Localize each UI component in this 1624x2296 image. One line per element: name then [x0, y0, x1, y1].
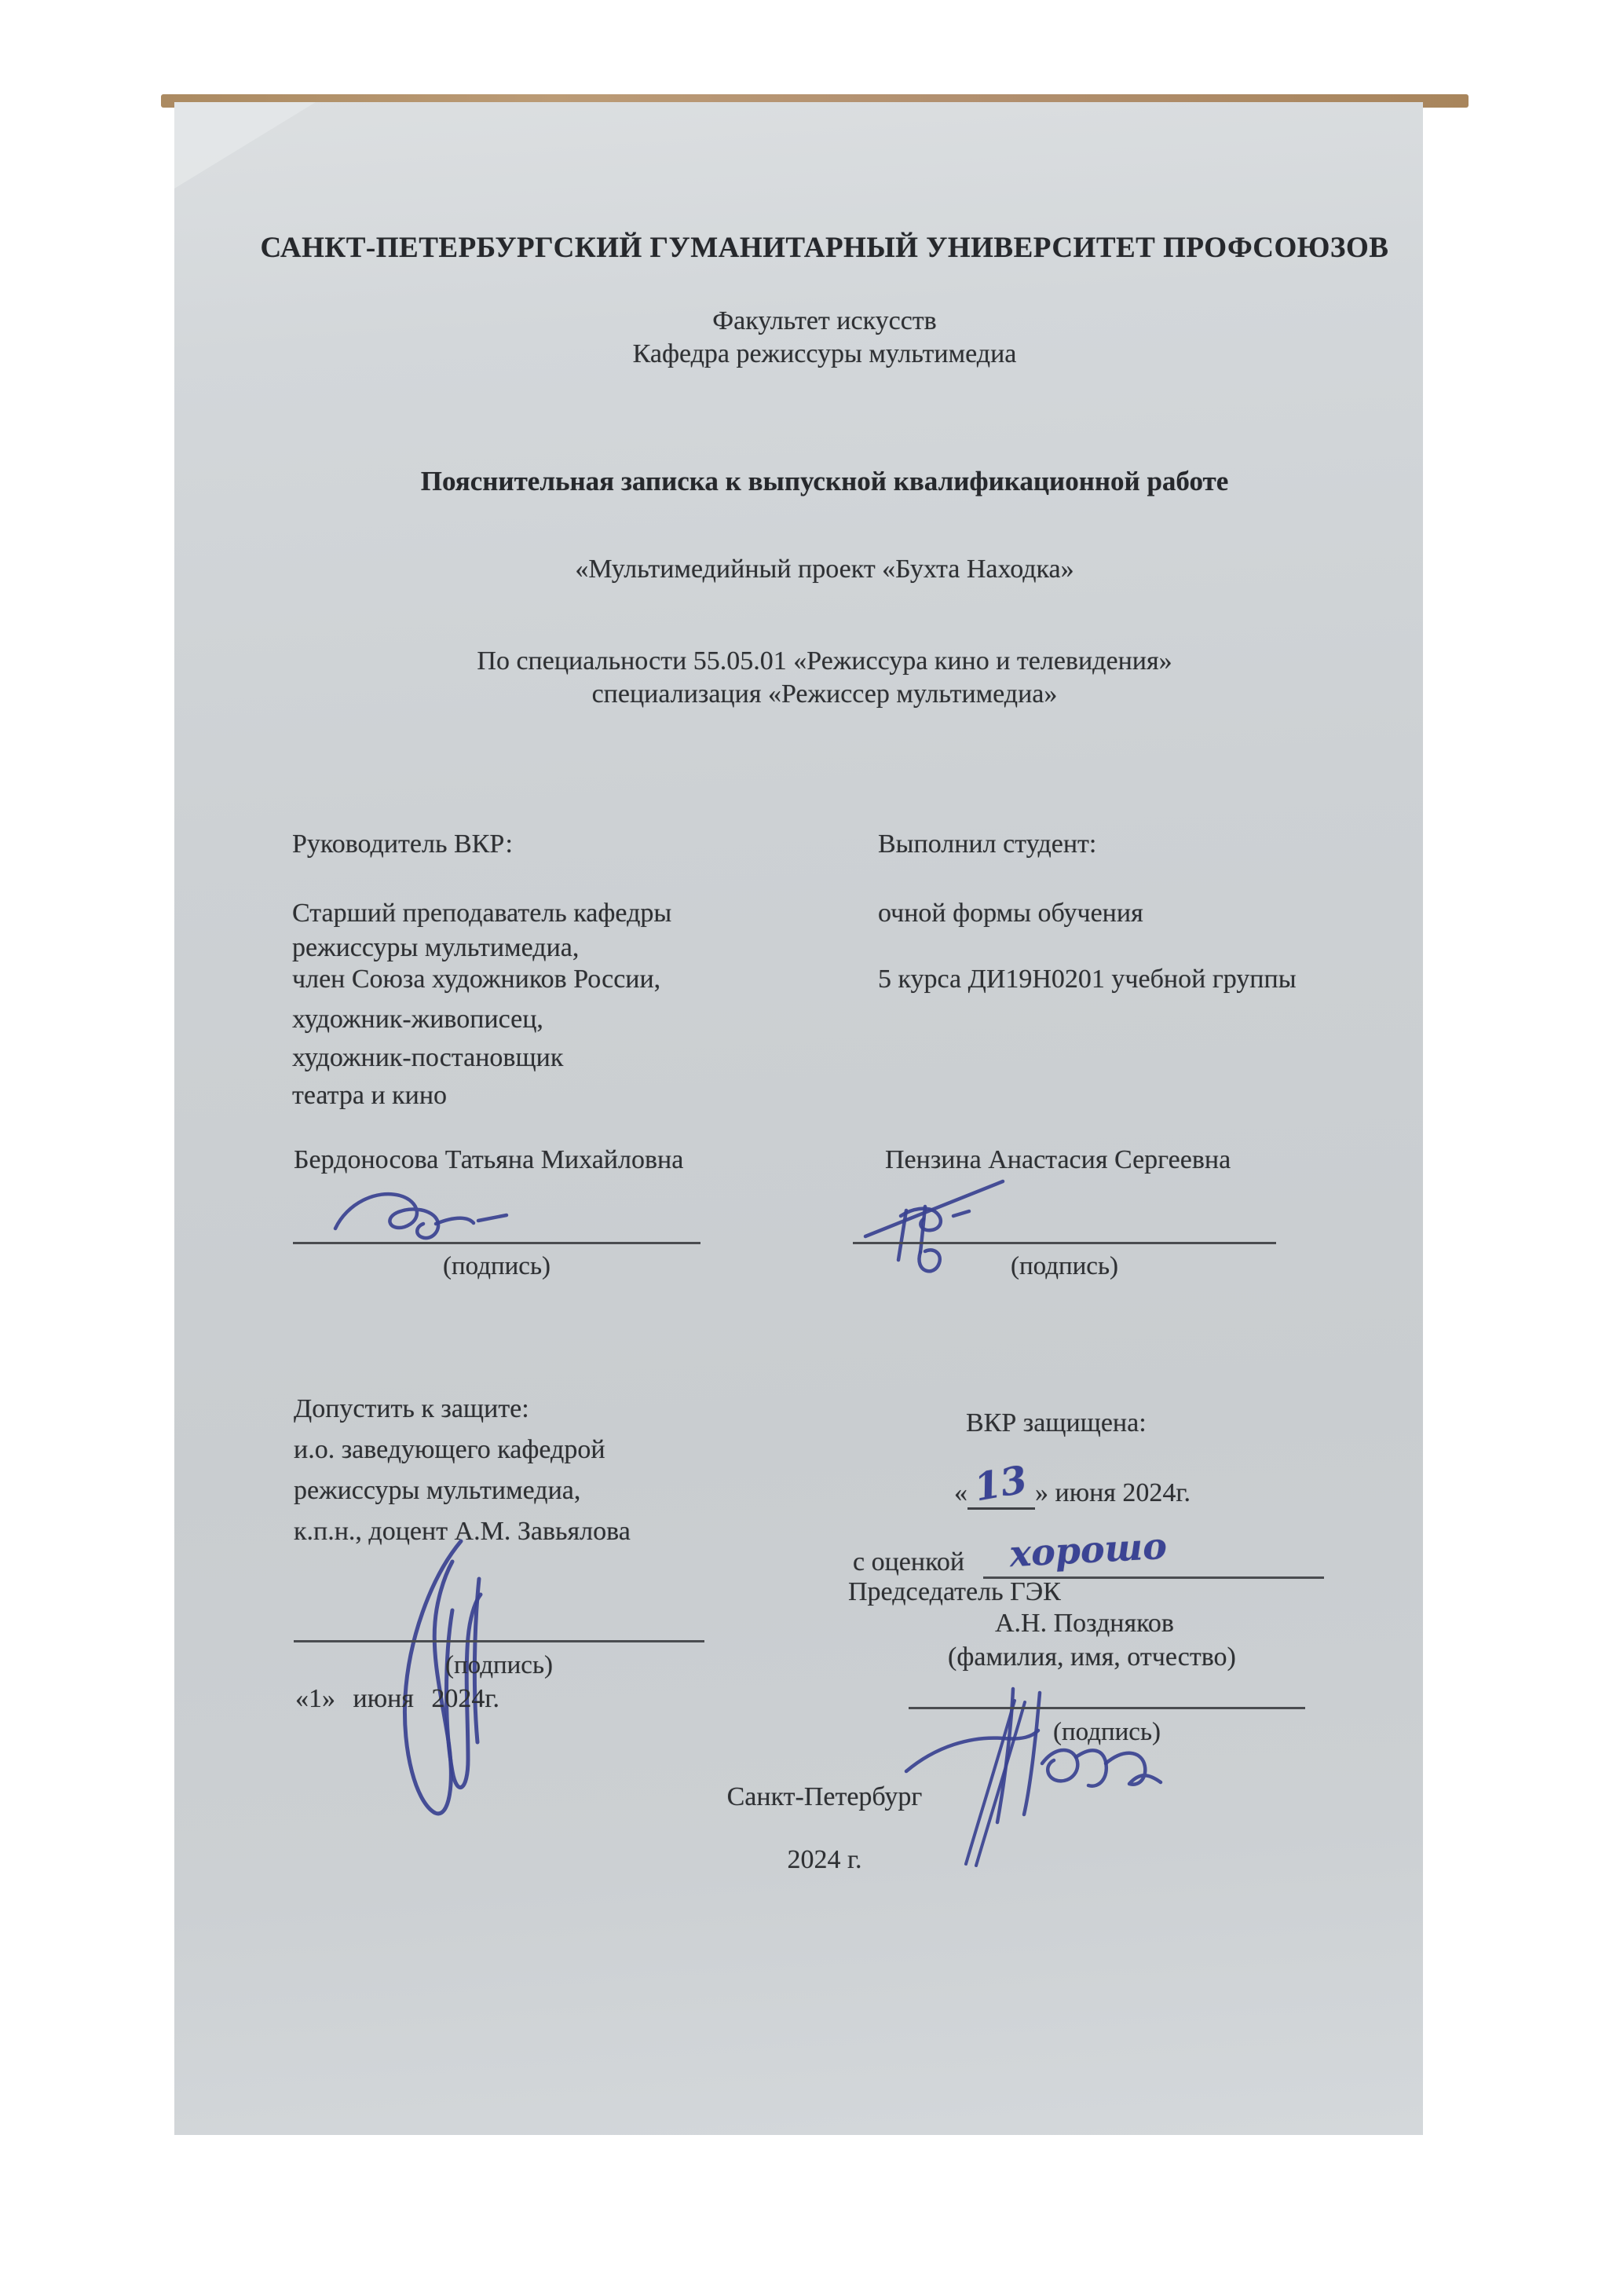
defense-date-rest: » июня 2024г. [1035, 1478, 1191, 1507]
chairman-signature-caption: (подпись) [1053, 1718, 1161, 1746]
admission-signature-line [294, 1640, 704, 1642]
admission-line: Допустить к защите: [294, 1394, 529, 1423]
grade-label: с оценкой [853, 1547, 965, 1576]
document-title: Пояснительная записка к выпускной квалификационной работе [420, 466, 1229, 496]
defense-date [954, 1457, 1191, 1511]
grade-handwritten: хорошо [1008, 1524, 1169, 1576]
supervisor-line: член Союза художников России, [292, 965, 661, 994]
chairman-signature [897, 1653, 1164, 1866]
year-line: 2024 г. [787, 1845, 862, 1874]
supervisor-signature-caption: (подпись) [443, 1252, 550, 1280]
defense-date-blank [967, 1457, 1035, 1511]
student-line: очной формы обучения [878, 899, 1143, 928]
chairman-label: Председатель ГЭК [848, 1577, 1061, 1606]
grade-row [853, 1524, 1324, 1579]
student-name: Пензина Анастасия Сергеевна [885, 1145, 1231, 1174]
admission-line: и.о. заведующего кафедрой [294, 1435, 605, 1464]
project-title: «Мультимедийный проект «Бухта Находка» [575, 555, 1074, 584]
university-name: САНКТ-ПЕТЕРБУРГСКИЙ ГУМАНИТАРНЫЙ УНИВЕРСИТЕТ ПРОФСОЮЗОВ [260, 232, 1389, 264]
supervisor-line: театра и кино [292, 1081, 448, 1110]
student-signature-caption: (подпись) [1011, 1252, 1118, 1280]
admission-signature-caption: (подпись) [445, 1651, 553, 1679]
supervisor-signature-line [293, 1242, 700, 1244]
supervisor-line: художник-постановщик [292, 1043, 564, 1072]
specialty-line-2: специализация «Режиссер мультимедиа» [591, 679, 1058, 709]
chairman-name: А.Н. Поздняков [995, 1609, 1174, 1638]
supervisor-line: режиссуры мультимедиа, [292, 933, 580, 962]
department-line: Кафедра режиссуры мультимедиа [632, 339, 1017, 368]
supervisor-heading: Руководитель ВКР: [292, 829, 513, 859]
student-heading: Выполнил студент: [878, 829, 1097, 859]
supervisor-line: художник-живописец, [292, 1005, 543, 1034]
student-signature-line [853, 1242, 1276, 1244]
chairman-signature-line [909, 1707, 1305, 1709]
student-line: 5 курса ДИ19Н0201 учебной группы [878, 965, 1297, 994]
paper-corner-highlight [174, 102, 316, 189]
supervisor-line: Старший преподаватель кафедры [292, 899, 672, 928]
admission-line: режиссуры мультимедиа, [294, 1476, 581, 1505]
defense-heading: ВКР защищена: [966, 1408, 1147, 1437]
chairman-fio-caption: (фамилия, имя, отчество) [948, 1642, 1236, 1672]
specialty-line-1: По специальности 55.05.01 «Режиссура кино и телевидения» [477, 646, 1172, 676]
city-line: Санкт-Петербург [726, 1782, 923, 1811]
defense-date-open: « [954, 1478, 967, 1507]
faculty-line: Факультет искусств [712, 306, 937, 335]
grade-blank-line [983, 1524, 1324, 1579]
admission-line: к.п.н., доцент А.М. Завьялова [294, 1517, 631, 1546]
defense-date-handwritten: 13 [971, 1457, 1030, 1511]
document-photo [174, 102, 1423, 2135]
admission-date: «1» июня 2024г. [295, 1684, 500, 1713]
supervisor-name: Бердоносова Татьяна Михайловна [294, 1145, 684, 1174]
